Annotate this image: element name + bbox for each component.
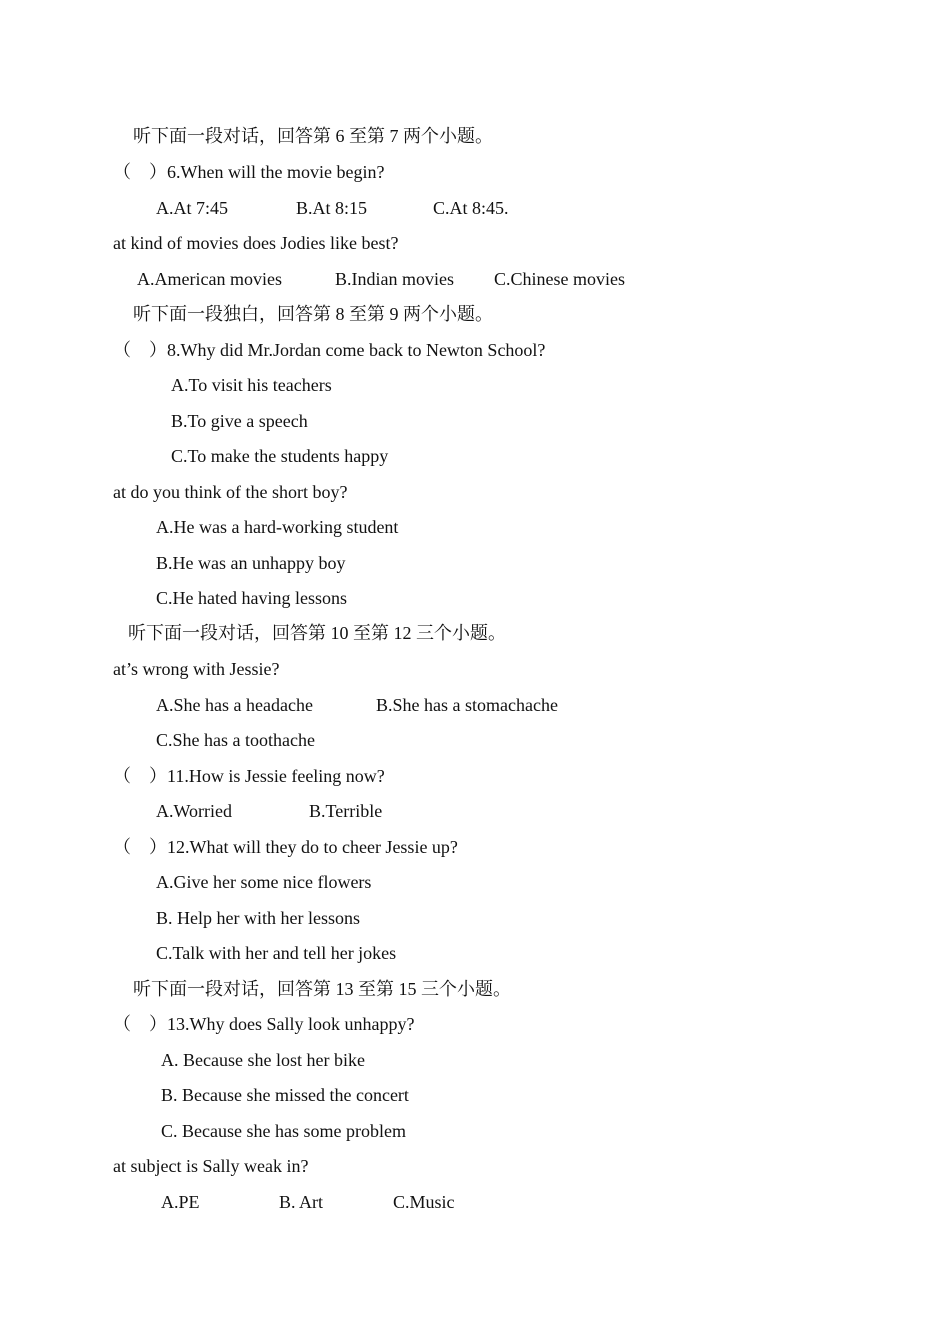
option-8a: A.To visit his teachers bbox=[171, 375, 332, 395]
option-11a: A.Worried bbox=[156, 801, 233, 821]
section-instruction-13-15: 听下面一段对话，回答第 13 至第 15 三个小题。 bbox=[133, 979, 511, 999]
option-6c: C.At 8:45. bbox=[433, 198, 509, 218]
question-9: at do you think of the short boy? bbox=[113, 482, 348, 502]
option-7a: A.American movies bbox=[137, 269, 282, 289]
option-6b: B.At 8:15 bbox=[296, 198, 368, 218]
question-12: （ ）12.What will they do to cheer Jessie up? bbox=[113, 837, 458, 857]
option-14a: A.PE bbox=[161, 1192, 200, 1212]
question-8: （ ）8.Why did Mr.Jordan come back to Newton School? bbox=[113, 340, 546, 360]
question-10: at’s wrong with Jessie? bbox=[113, 659, 280, 679]
section-instruction-8-9: 听下面一段独白，回答第 8 至第 9 两个小题。 bbox=[133, 304, 493, 324]
question-6: （ ）6.When will the movie begin? bbox=[113, 162, 385, 182]
option-10c: C.She has a toothache bbox=[156, 730, 315, 750]
section-instruction-6-7: 听下面一段对话，回答第 6 至第 7 两个小题。 bbox=[133, 126, 493, 146]
option-13c: C. Because she has some problem bbox=[161, 1121, 406, 1141]
option-8c: C.To make the students happy bbox=[171, 446, 389, 466]
option-9b: B.He was an unhappy boy bbox=[156, 553, 346, 573]
option-12a: A.Give her some nice flowers bbox=[156, 872, 372, 892]
question-11: （ ）11.How is Jessie feeling now? bbox=[113, 766, 385, 786]
option-12b: B. Help her with her lessons bbox=[156, 908, 360, 928]
option-10b: B.She has a stomachache bbox=[376, 695, 558, 715]
option-7c: C.Chinese movies bbox=[494, 269, 625, 289]
question-13: （ ）13.Why does Sally look unhappy? bbox=[113, 1014, 415, 1034]
question-14: at subject is Sally weak in? bbox=[113, 1156, 309, 1176]
option-13a: A. Because she lost her bike bbox=[161, 1050, 365, 1070]
option-13b: B. Because she missed the concert bbox=[161, 1085, 409, 1105]
option-6a: A.At 7:45 bbox=[156, 198, 228, 218]
question-7: at kind of movies does Jodies like best? bbox=[113, 233, 399, 253]
option-9a: A.He was a hard-working student bbox=[156, 517, 399, 537]
option-14b: B. Art bbox=[279, 1192, 324, 1212]
option-12c: C.Talk with her and tell her jokes bbox=[156, 943, 397, 963]
section-instruction-10-12: 听下面一段对话，回答第 10 至第 12 三个小题。 bbox=[128, 623, 506, 643]
option-8b: B.To give a speech bbox=[171, 411, 308, 431]
option-10a: A.She has a headache bbox=[156, 695, 313, 715]
option-9c: C.He hated having lessons bbox=[156, 588, 347, 608]
option-7b: B.Indian movies bbox=[335, 269, 454, 289]
option-11b: B.Terrible bbox=[309, 801, 383, 821]
option-14c: C.Music bbox=[393, 1192, 455, 1212]
